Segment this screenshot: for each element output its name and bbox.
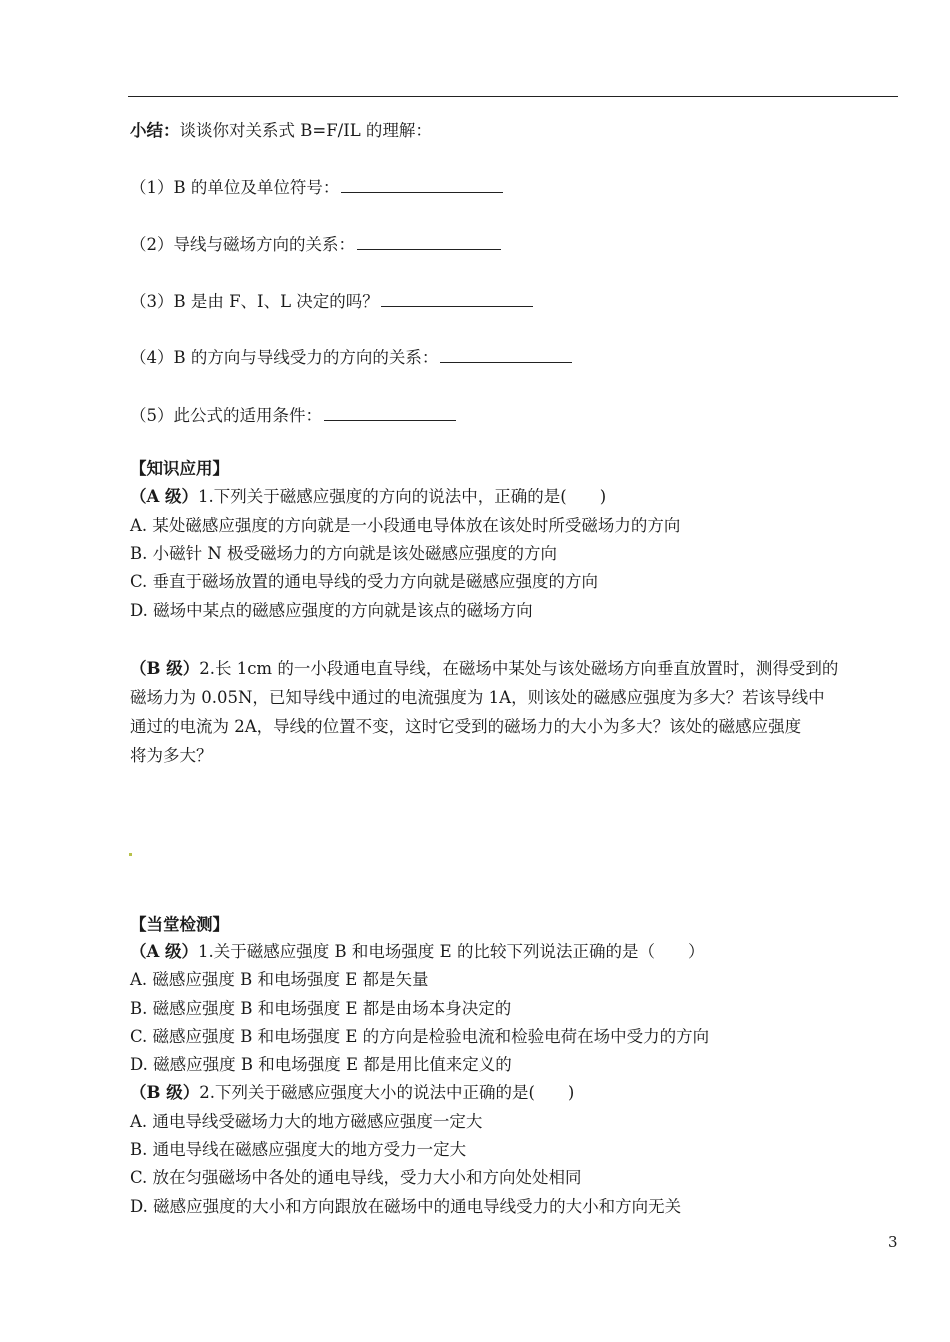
summary-item-text: （1）B 的单位及单位符号：: [130, 178, 340, 197]
answer-blank[interactable]: [341, 176, 503, 193]
application-q2-line-4: 将为多大？: [130, 746, 213, 765]
summary-item-3: [130, 290, 533, 313]
check-q2-option-d: D. 磁感应强度的大小和方向跟放在磁场中的通电导线受力的大小和方向无关: [130, 1197, 682, 1216]
summary-item-text: （4）B 的方向与导线受力的方向的关系：: [130, 348, 439, 367]
answer-blank[interactable]: [324, 404, 456, 421]
question-stem: 1.下列关于磁感应强度的方向的说法中，正确的是( ): [198, 487, 607, 506]
summary-title: [130, 120, 432, 142]
summary-item-5: [130, 404, 456, 427]
application-q1-option-c: C. 垂直于磁场放置的通电导线的受力方向就是磁感应强度的方向: [130, 572, 599, 591]
question-stem: 2.下列关于磁感应强度大小的说法中正确的是( ): [199, 1083, 575, 1102]
page-number: 3: [888, 1233, 898, 1251]
summary-item-1: [130, 176, 503, 199]
check-heading: 【当堂检测】: [130, 915, 229, 934]
answer-blank[interactable]: [440, 346, 572, 363]
level-label: （B 级）: [130, 1083, 200, 1102]
summary-heading: 小结：: [130, 121, 180, 140]
header-rule: [128, 96, 898, 97]
check-q1-option-c: C. 磁感应强度 B 和电场强度 E 的方向是检验电流和检验电荷在场中受力的方向: [130, 1027, 710, 1046]
check-q1-option-b: B. 磁感应强度 B 和电场强度 E 都是由场本身决定的: [130, 999, 512, 1018]
application-heading: 【知识应用】: [130, 459, 229, 478]
check-q1-option-a: A. 磁感应强度 B 和电场强度 E 都是矢量: [130, 970, 429, 989]
application-q1-stem: [130, 486, 606, 508]
level-label: （B 级）: [130, 659, 200, 678]
answer-blank[interactable]: [381, 290, 533, 307]
summary-item-text: （3）B 是由 F、I、L 决定的吗？: [130, 292, 379, 311]
question-text: 2.长 1cm 的一小段通电直导线，在磁场中某处与该处磁场方向垂直放置时，测得受到的: [199, 659, 839, 678]
summary-item-text: （2）导线与磁场方向的关系：: [130, 235, 355, 254]
check-q1-option-d: D. 磁感应强度 B 和电场强度 E 都是用比值来定义的: [130, 1055, 512, 1074]
level-label: （A 级）: [130, 942, 199, 961]
stray-mark: [129, 853, 132, 856]
check-q2-option-b: B. 通电导线在磁感应强度大的地方受力一定大: [130, 1140, 467, 1159]
summary-item-4: [130, 346, 572, 369]
question-stem: 1.关于磁感应强度 B 和电场强度 E 的比较下列说法正确的是（ ）: [198, 942, 705, 961]
check-q2-stem: [130, 1082, 574, 1104]
summary-item-2: [130, 233, 501, 256]
application-q2-line-3: 通过的电流为 2A，导线的位置不变，这时它受到的磁场力的大小为多大？该处的磁感应强度: [130, 717, 802, 736]
summary-item-text: （5）此公式的适用条件：: [130, 406, 322, 425]
application-q1-option-a: A. 某处磁感应强度的方向就是一小段通电导体放在该处时所受磁场力的方向: [130, 516, 681, 535]
application-q2-line-1: [130, 658, 838, 680]
check-q2-option-a: A. 通电导线受磁场力大的地方磁感应强度一定大: [130, 1112, 483, 1131]
answer-blank[interactable]: [357, 233, 501, 250]
application-q1-option-d: D. 磁场中某点的磁感应强度的方向就是该点的磁场方向: [130, 601, 533, 620]
check-q1-stem: [130, 941, 704, 963]
check-q2-option-c: C. 放在匀强磁场中各处的通电导线，受力大小和方向处处相同: [130, 1168, 582, 1187]
level-label: （A 级）: [130, 487, 199, 506]
summary-intro: 谈谈你对关系式 B=F/IL 的理解：: [179, 121, 432, 140]
application-q2-line-2: 磁场力为 0.05N，已知导线中通过的电流强度为 1A，则该处的磁感应强度为多大？若该导线中: [130, 688, 825, 707]
application-q1-option-b: B. 小磁针 N 极受磁场力的方向就是该处磁感应强度的方向: [130, 544, 558, 563]
